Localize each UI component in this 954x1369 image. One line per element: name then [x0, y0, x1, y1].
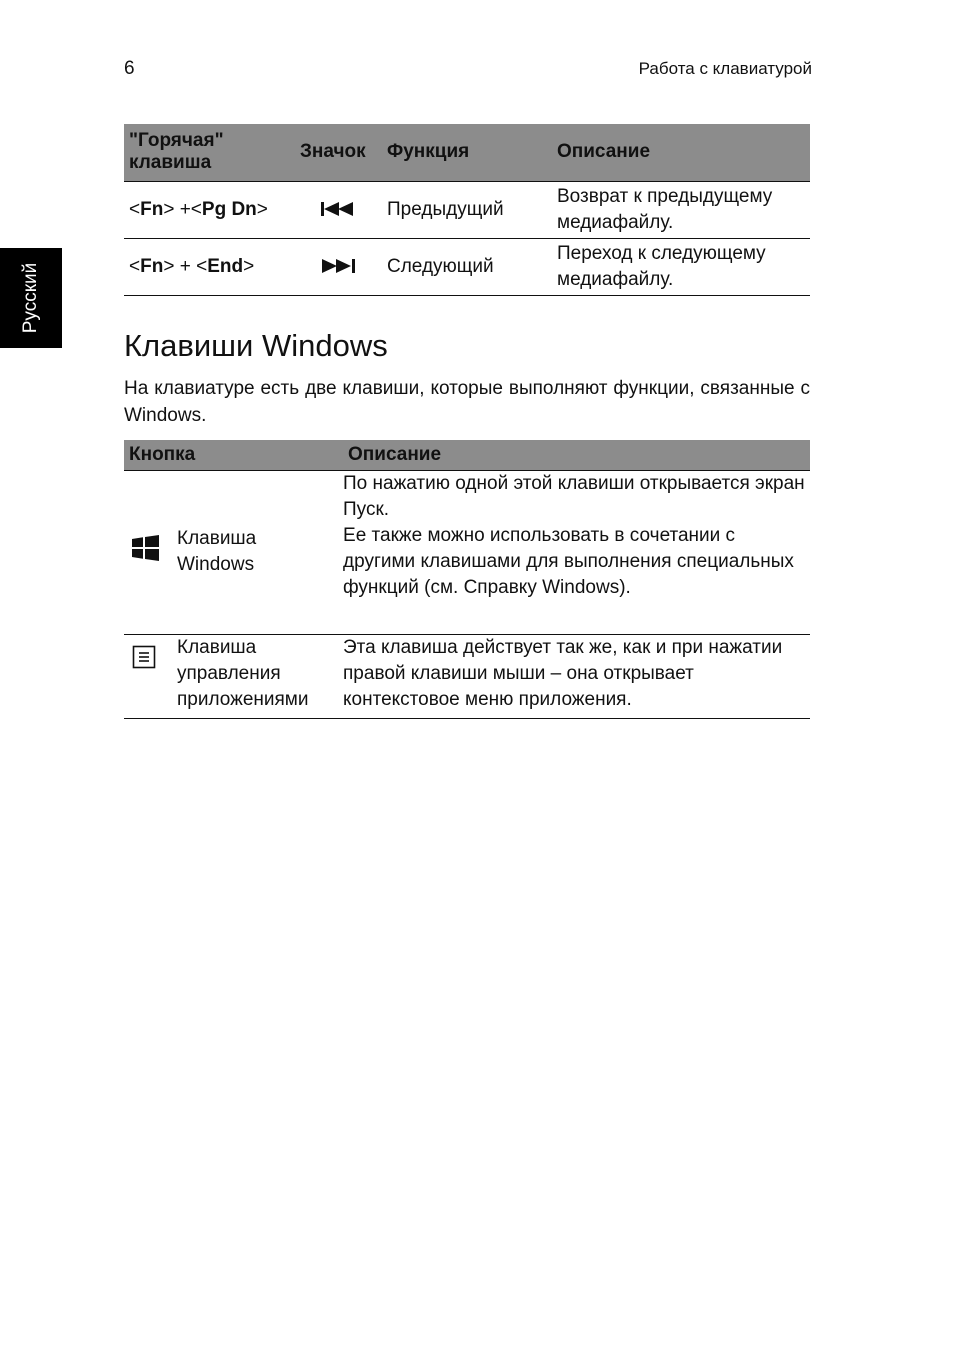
- windows-keys-table: [124, 440, 810, 719]
- description-cell: Эта клавиша действует так же, как и при нажатии правой клавиши мыши – она открывает контекстовое меню приложения.: [343, 634, 810, 718]
- column-header-icon: Значок: [295, 124, 382, 181]
- key-name: End: [207, 255, 244, 277]
- icon-cell: [295, 238, 382, 295]
- description-cell: Переход к следующему медиафайлу.: [552, 238, 810, 295]
- windows-logo-icon: [132, 535, 160, 561]
- table-row: [124, 470, 810, 634]
- language-tab: [0, 248, 62, 348]
- icon-cell: [295, 181, 382, 238]
- icon-cell: [124, 634, 176, 718]
- table-row: [124, 238, 810, 295]
- key-name: Pg Dn: [201, 198, 257, 220]
- hotkey-cell: <Fn> + <End>: [124, 238, 295, 295]
- previous-track-icon: [320, 200, 358, 218]
- table-row: [124, 181, 810, 238]
- section-title: Клавиши Windows: [124, 328, 388, 363]
- table-header-row: [124, 440, 810, 470]
- column-header-hotkey: "Горячая" клавиша: [124, 124, 295, 181]
- intro-paragraph: На клавиатуре есть две клавиши, которые выполняют функции, связанные с Windows.: [124, 378, 810, 426]
- description-cell: Возврат к предыдущему медиафайлу.: [552, 181, 810, 238]
- page-number: 6: [124, 58, 135, 79]
- table-row: [124, 634, 810, 718]
- hotkey-cell: <Fn> +<Pg Dn>: [124, 181, 295, 238]
- function-cell: Предыдущий: [382, 181, 552, 238]
- language-tab-label: Русский: [20, 262, 41, 334]
- description-cell: По нажатию одной этой клавиши открывается экран Пуск. Ее также можно использовать в сочетании с другими клавишами для выполнения специальных функций (см. Справку Windows).: [343, 470, 810, 634]
- application-menu-icon: [132, 645, 156, 669]
- column-header-function: Функция: [382, 124, 552, 181]
- function-cell: Следующий: [382, 238, 552, 295]
- key-label-cell: Клавиша управления приложениями: [176, 634, 343, 718]
- key-name: Fn: [140, 255, 164, 277]
- next-track-icon: [320, 257, 358, 275]
- table-header-row: [124, 124, 810, 181]
- key-name: Fn: [140, 198, 164, 220]
- column-header-description: Описание: [343, 440, 810, 470]
- column-header-description: Описание: [552, 124, 810, 181]
- column-header-button: Кнопка: [124, 440, 343, 470]
- running-header: Работа с клавиатурой: [638, 59, 812, 78]
- icon-cell: [124, 470, 176, 634]
- hotkeys-table: [124, 124, 810, 296]
- key-label-cell: Клавиша Windows: [176, 470, 343, 634]
